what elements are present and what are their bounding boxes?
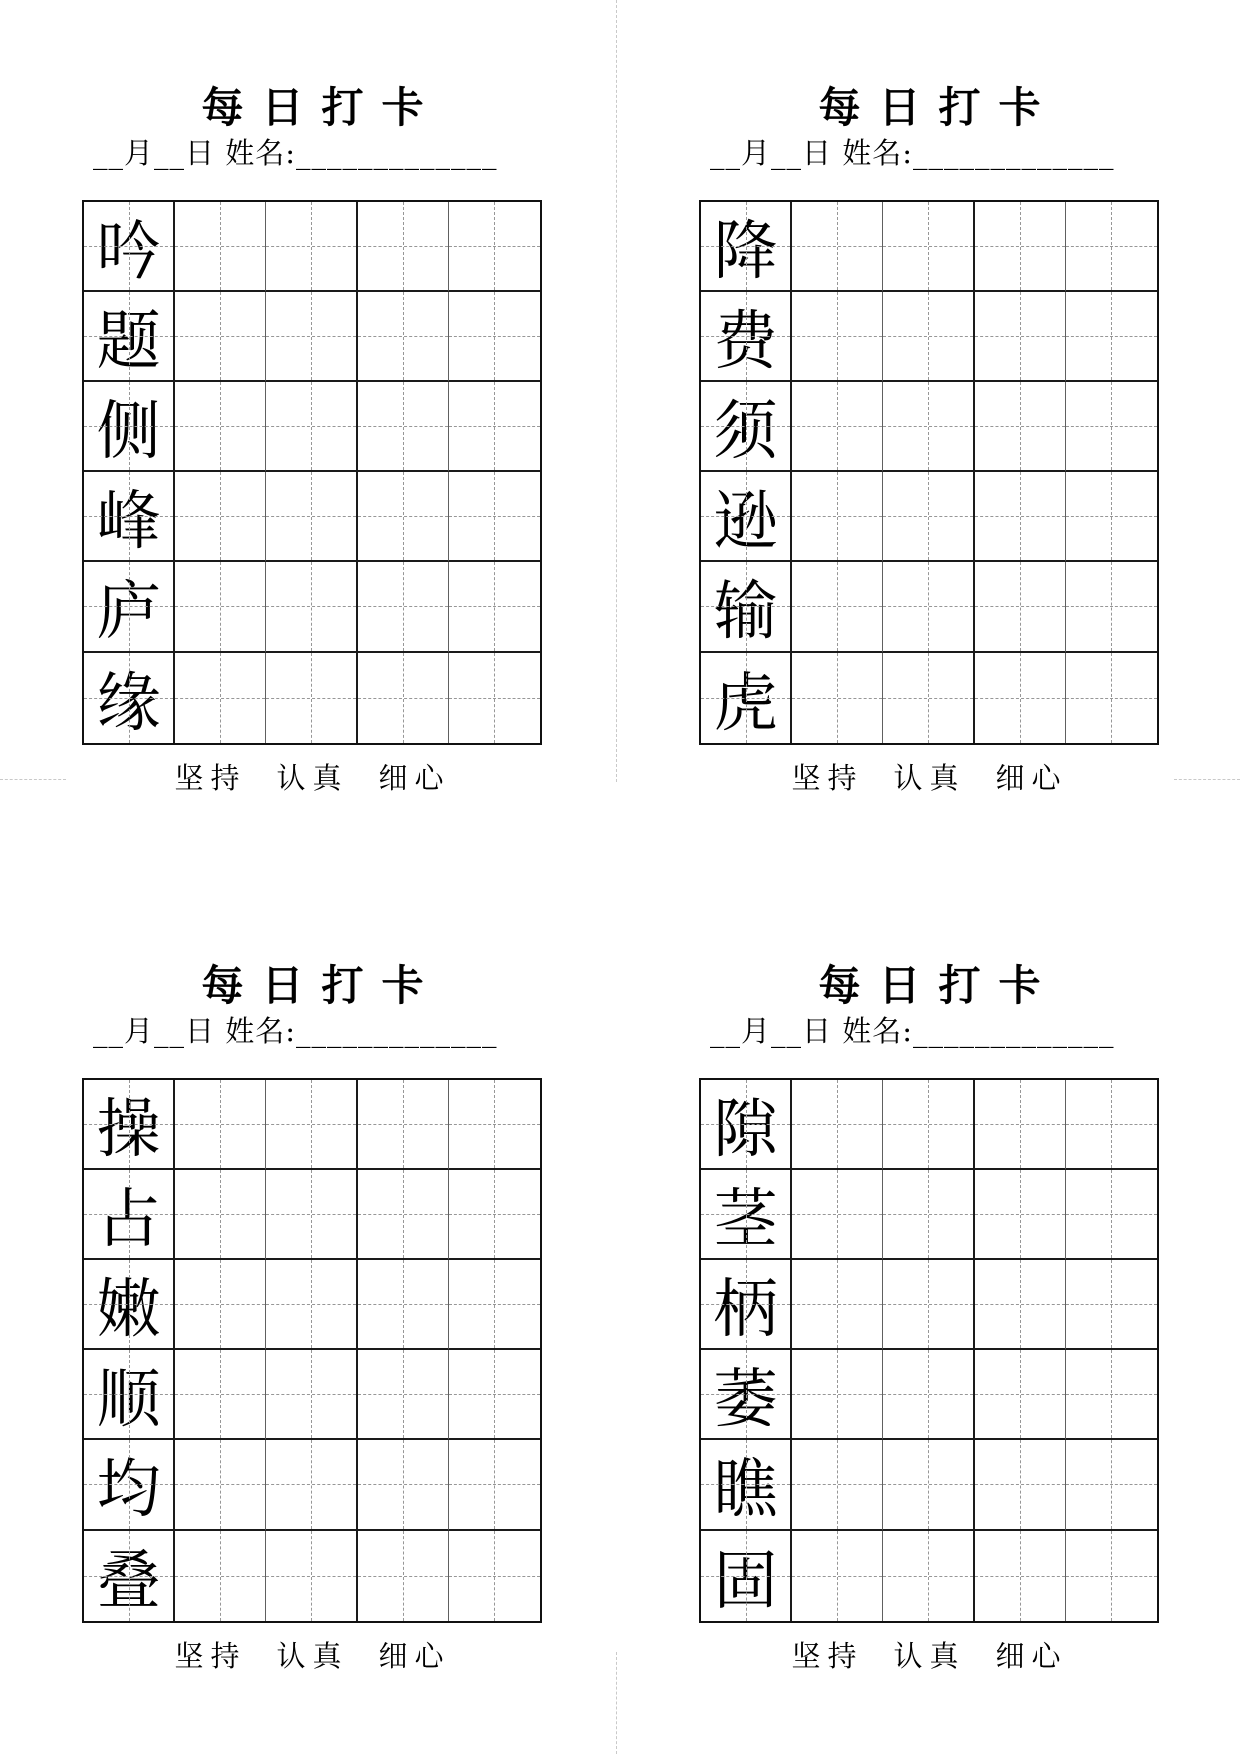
motto-line	[82, 1634, 543, 1675]
empty-practice-cell	[266, 202, 357, 292]
practice-character-cell: 题	[84, 292, 175, 382]
empty-practice-cell	[175, 472, 266, 562]
empty-practice-cell	[975, 382, 1066, 472]
empty-practice-cell	[449, 562, 540, 652]
empty-practice-cell	[449, 472, 540, 562]
empty-practice-cell	[1066, 1350, 1157, 1440]
empty-practice-cell	[175, 653, 266, 743]
empty-practice-cell	[449, 382, 540, 472]
motto-word: 细心	[995, 760, 1068, 795]
empty-practice-cell	[975, 1531, 1066, 1621]
empty-practice-cell	[266, 1531, 357, 1621]
empty-practice-cell	[266, 1440, 357, 1530]
motto-line	[699, 1634, 1160, 1675]
empty-practice-cell	[975, 1170, 1066, 1260]
empty-practice-cell	[175, 1531, 266, 1621]
motto-word: 坚持	[791, 1638, 864, 1673]
empty-practice-cell	[266, 292, 357, 382]
empty-practice-cell	[175, 202, 266, 292]
empty-practice-cell	[1066, 1080, 1157, 1170]
writing-grid	[82, 1078, 542, 1623]
date-name-line: __月__日 姓名:_____________	[93, 1014, 498, 1049]
empty-practice-cell	[1066, 1170, 1157, 1260]
practice-character-cell: 缘	[84, 653, 175, 743]
empty-practice-cell	[1066, 1440, 1157, 1530]
empty-practice-cell	[266, 1080, 357, 1170]
empty-practice-cell	[266, 653, 357, 743]
empty-practice-cell	[358, 1170, 449, 1260]
empty-practice-cell	[792, 1170, 883, 1260]
empty-practice-cell	[792, 382, 883, 472]
empty-practice-cell	[1066, 653, 1157, 743]
empty-practice-cell	[449, 1440, 540, 1530]
empty-practice-cell	[883, 382, 974, 472]
empty-practice-cell	[975, 292, 1066, 382]
empty-practice-cell	[1066, 1531, 1157, 1621]
empty-practice-cell	[975, 472, 1066, 562]
practice-sheet-bottom-left	[82, 962, 543, 1675]
motto-word: 细心	[995, 1638, 1068, 1673]
empty-practice-cell	[792, 562, 883, 652]
motto-line	[82, 756, 543, 797]
empty-practice-cell	[358, 382, 449, 472]
empty-practice-cell	[358, 292, 449, 382]
motto-word: 坚持	[174, 760, 247, 795]
empty-practice-cell	[358, 1350, 449, 1440]
sheet-title: 每日打卡	[818, 961, 1059, 1010]
motto-word: 坚持	[791, 760, 864, 795]
empty-practice-cell	[883, 1080, 974, 1170]
empty-practice-cell	[883, 472, 974, 562]
practice-character-cell: 逊	[701, 472, 792, 562]
empty-practice-cell	[1066, 562, 1157, 652]
practice-character-cell: 降	[701, 202, 792, 292]
date-name-line: __月__日 姓名:_____________	[93, 136, 498, 171]
empty-practice-cell	[449, 292, 540, 382]
empty-practice-cell	[975, 202, 1066, 292]
practice-character-cell: 侧	[84, 382, 175, 472]
empty-practice-cell	[449, 1531, 540, 1621]
empty-practice-cell	[266, 472, 357, 562]
empty-practice-cell	[358, 1531, 449, 1621]
empty-practice-cell	[792, 292, 883, 382]
sheet-title: 每日打卡	[201, 961, 442, 1010]
empty-practice-cell	[975, 1350, 1066, 1440]
empty-practice-cell	[358, 1260, 449, 1350]
practice-character-cell: 柄	[701, 1260, 792, 1350]
practice-sheet-top-right	[699, 84, 1160, 797]
empty-practice-cell	[449, 1260, 540, 1350]
empty-practice-cell	[883, 1260, 974, 1350]
empty-practice-cell	[792, 202, 883, 292]
empty-practice-cell	[358, 1080, 449, 1170]
motto-word: 细心	[378, 1638, 451, 1673]
empty-practice-cell	[975, 1260, 1066, 1350]
empty-practice-cell	[792, 472, 883, 562]
empty-practice-cell	[1066, 1260, 1157, 1350]
sheet-title: 每日打卡	[818, 83, 1059, 132]
empty-practice-cell	[266, 382, 357, 472]
motto-word: 认真	[893, 1638, 966, 1673]
empty-practice-cell	[883, 562, 974, 652]
empty-practice-cell	[883, 1350, 974, 1440]
practice-character-cell: 输	[701, 562, 792, 652]
empty-practice-cell	[175, 1080, 266, 1170]
empty-practice-cell	[975, 653, 1066, 743]
empty-practice-cell	[883, 653, 974, 743]
empty-practice-cell	[883, 1440, 974, 1530]
empty-practice-cell	[883, 1531, 974, 1621]
practice-character-cell: 庐	[84, 562, 175, 652]
practice-character-cell: 隙	[701, 1080, 792, 1170]
practice-character-cell: 瞧	[701, 1440, 792, 1530]
empty-practice-cell	[266, 1170, 357, 1260]
writing-grid	[699, 200, 1159, 745]
practice-character-cell: 固	[701, 1531, 792, 1621]
practice-character-cell: 均	[84, 1440, 175, 1530]
empty-practice-cell	[358, 653, 449, 743]
motto-word: 认真	[276, 1638, 349, 1673]
empty-practice-cell	[792, 1260, 883, 1350]
middle-cut-mark-right	[1174, 779, 1240, 780]
sheet-title: 每日打卡	[201, 83, 442, 132]
practice-sheet-top-left	[82, 84, 543, 797]
practice-character-cell: 顺	[84, 1350, 175, 1440]
empty-practice-cell	[792, 1531, 883, 1621]
practice-character-cell: 占	[84, 1170, 175, 1260]
empty-practice-cell	[358, 202, 449, 292]
motto-word: 坚持	[174, 1638, 247, 1673]
empty-practice-cell	[975, 1080, 1066, 1170]
empty-practice-cell	[883, 1170, 974, 1260]
empty-practice-cell	[449, 1350, 540, 1440]
date-name-line: __月__日 姓名:_____________	[710, 136, 1115, 171]
practice-character-cell: 吟	[84, 202, 175, 292]
empty-practice-cell	[883, 202, 974, 292]
practice-character-cell: 操	[84, 1080, 175, 1170]
empty-practice-cell	[1066, 382, 1157, 472]
empty-practice-cell	[175, 562, 266, 652]
center-cut-mark-top	[616, 0, 617, 782]
empty-practice-cell	[975, 1440, 1066, 1530]
empty-practice-cell	[358, 1440, 449, 1530]
empty-practice-cell	[792, 1350, 883, 1440]
motto-word: 认真	[276, 760, 349, 795]
empty-practice-cell	[449, 202, 540, 292]
empty-practice-cell	[175, 292, 266, 382]
empty-practice-cell	[175, 1260, 266, 1350]
empty-practice-cell	[266, 1350, 357, 1440]
empty-practice-cell	[358, 472, 449, 562]
empty-practice-cell	[1066, 292, 1157, 382]
empty-practice-cell	[175, 1350, 266, 1440]
practice-character-cell: 虎	[701, 653, 792, 743]
empty-practice-cell	[358, 562, 449, 652]
practice-character-cell: 峰	[84, 472, 175, 562]
empty-practice-cell	[266, 1260, 357, 1350]
practice-character-cell: 费	[701, 292, 792, 382]
empty-practice-cell	[1066, 472, 1157, 562]
motto-word: 认真	[893, 760, 966, 795]
practice-sheet-bottom-right	[699, 962, 1160, 1675]
practice-character-cell: 叠	[84, 1531, 175, 1621]
practice-character-cell: 嫩	[84, 1260, 175, 1350]
date-name-line: __月__日 姓名:_____________	[710, 1014, 1115, 1049]
center-cut-mark-bottom	[616, 1652, 617, 1754]
middle-cut-mark-left	[0, 779, 66, 780]
motto-word: 细心	[378, 760, 451, 795]
empty-practice-cell	[975, 562, 1066, 652]
empty-practice-cell	[792, 1080, 883, 1170]
empty-practice-cell	[449, 653, 540, 743]
empty-practice-cell	[175, 382, 266, 472]
empty-practice-cell	[449, 1080, 540, 1170]
empty-practice-cell	[792, 653, 883, 743]
practice-character-cell: 萎	[701, 1350, 792, 1440]
motto-line	[699, 756, 1160, 797]
empty-practice-cell	[883, 292, 974, 382]
practice-character-cell: 茎	[701, 1170, 792, 1260]
empty-practice-cell	[266, 562, 357, 652]
writing-grid	[82, 200, 542, 745]
empty-practice-cell	[175, 1440, 266, 1530]
empty-practice-cell	[792, 1440, 883, 1530]
empty-practice-cell	[449, 1170, 540, 1260]
empty-practice-cell	[175, 1170, 266, 1260]
empty-practice-cell	[1066, 202, 1157, 292]
writing-grid	[699, 1078, 1159, 1623]
practice-character-cell: 须	[701, 382, 792, 472]
